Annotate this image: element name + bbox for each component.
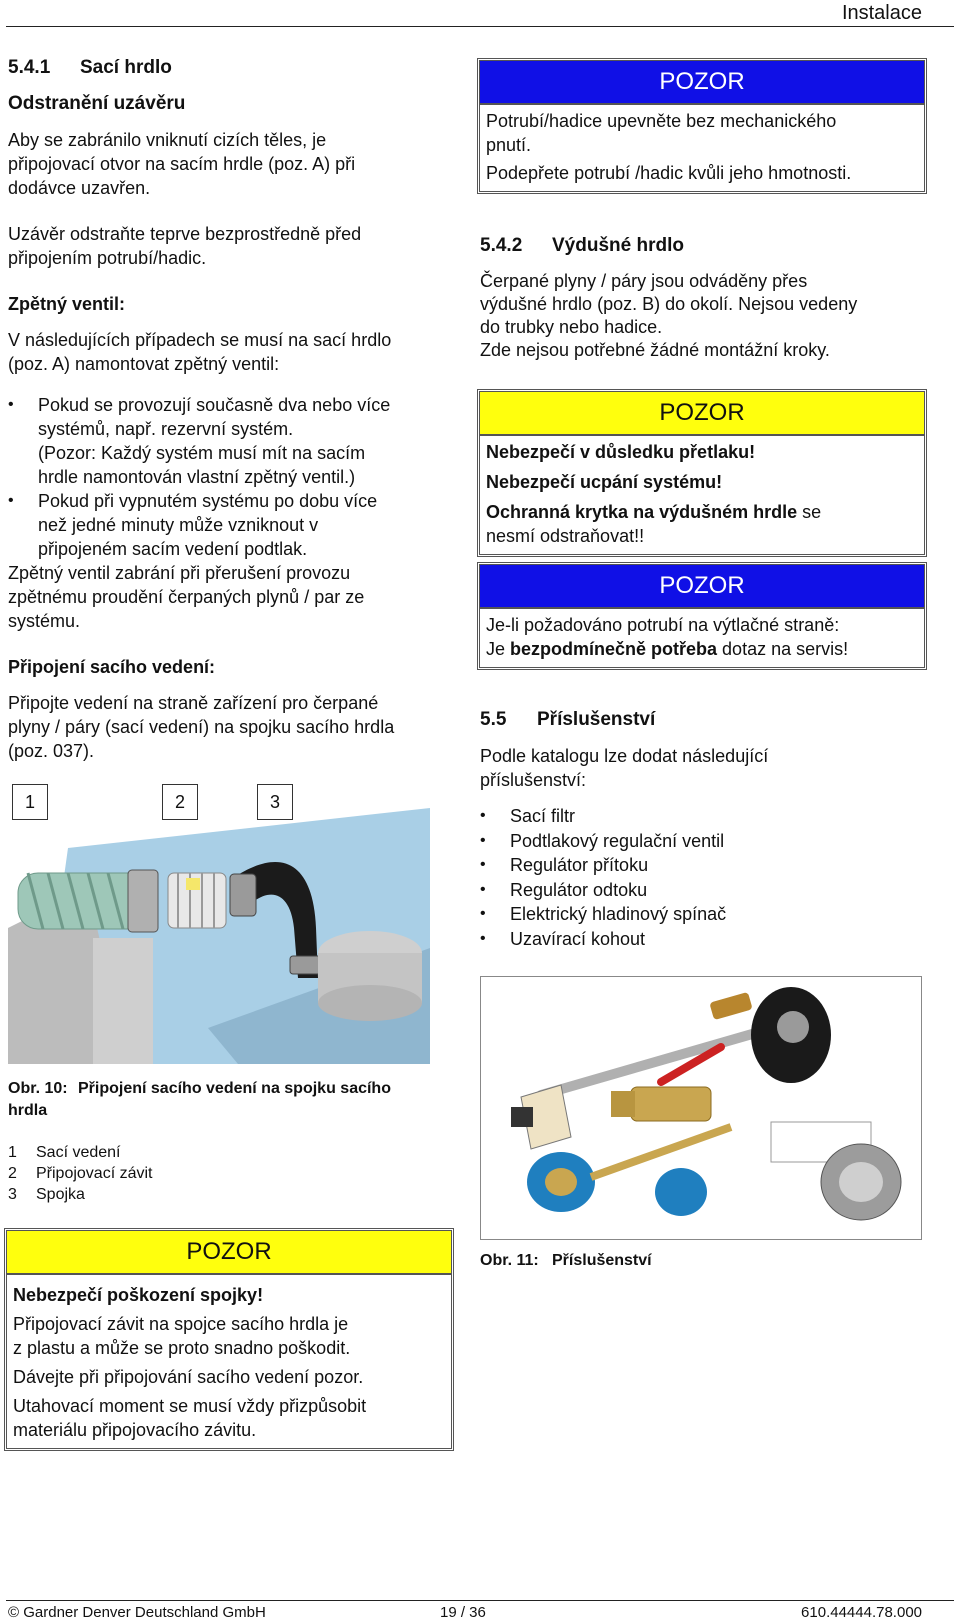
paragraph-exhaust bbox=[480, 270, 930, 362]
bullet-item bbox=[8, 489, 458, 561]
legend-item bbox=[8, 1184, 153, 1205]
bullet-list bbox=[8, 393, 458, 561]
text-line: Čerpané plyny / páry jsou odváděny přes bbox=[480, 271, 808, 291]
section-title: Příslušenství bbox=[537, 709, 656, 730]
text-line: dodávce uzavřen. bbox=[8, 178, 151, 198]
subheading-check-valve: Zpětný ventil: bbox=[8, 294, 126, 314]
footer-page-number: 19 / 36 bbox=[440, 1604, 486, 1621]
text-line: Aby se zabránilo vniknutí cizích těles, je bbox=[8, 130, 327, 150]
text-line: připojeném sacím vedení podtlak. bbox=[38, 539, 308, 559]
text-line: z plastu a může se proto snadno poškodit. bbox=[13, 1338, 351, 1358]
subheading-remove-cap: Odstranění uzávěru bbox=[8, 93, 186, 114]
text-line: • Pokud se provozují současně dva nebo více bbox=[38, 395, 391, 415]
accessories-list bbox=[480, 804, 930, 952]
warning-text: nesmí odstraňovat!! bbox=[486, 526, 645, 546]
figure-caption-text: hrdla bbox=[8, 1102, 48, 1119]
warning-paragraph bbox=[13, 1394, 445, 1442]
figure-number-1: 1 bbox=[12, 784, 48, 820]
section-title: Sací hrdlo bbox=[80, 57, 172, 78]
bullet-item bbox=[8, 393, 458, 441]
text-line: Zde nejsou potřebné žádné montážní kroky. bbox=[480, 340, 830, 360]
left-column bbox=[8, 56, 458, 763]
accessory-item: • Podtlakový regulační ventil bbox=[480, 829, 930, 854]
text-line: (poz. 037). bbox=[8, 741, 95, 761]
warning-box-pressure bbox=[477, 389, 927, 557]
warning-paragraph bbox=[13, 1312, 445, 1360]
text-line: příslušenství: bbox=[480, 770, 587, 790]
warning-text-bold: Nebezpečí poškození spojky! bbox=[13, 1285, 264, 1305]
figure-10-caption bbox=[8, 1078, 458, 1122]
section-number: 5.5 bbox=[480, 709, 507, 730]
section-5-5-heading bbox=[480, 708, 930, 732]
text-fragment: Je bbox=[486, 639, 511, 659]
text-line: připojovací otvor na sacím hrdle (poz. A) při bbox=[8, 154, 356, 174]
warning-box-title: POZOR bbox=[480, 392, 924, 436]
text-line: do trubky nebo hadice. bbox=[480, 317, 663, 337]
text-line: Připojte vedení na straně zařízení pro čerpané bbox=[8, 693, 379, 713]
notice-box-mounting bbox=[477, 58, 927, 194]
footer-document-number: 610.44444.78.000 bbox=[801, 1604, 922, 1621]
notice-box-title: POZOR bbox=[480, 61, 924, 105]
legend-text: Připojovací závit bbox=[36, 1165, 153, 1182]
warning-text: se bbox=[797, 502, 822, 522]
accessory-item: • Sací filtr bbox=[480, 804, 930, 829]
paragraph-check-valve bbox=[8, 328, 458, 376]
warning-text-bold: Nebezpečí v důsledku přetlaku! bbox=[486, 442, 756, 462]
text-line: Potrubí/hadice upevněte bez mechanického bbox=[486, 111, 837, 131]
footer-divider bbox=[6, 1600, 954, 1601]
subheading-connect-suction: Připojení sacího vedení: bbox=[8, 657, 216, 677]
accessories-illustration bbox=[481, 977, 921, 1239]
text-line: • Pokud při vypnutém systému po dobu více bbox=[38, 491, 378, 511]
text-line: hrdle namontován vlastní zpětný ventil.) bbox=[38, 467, 356, 487]
figure-number-2: 2 bbox=[162, 784, 198, 820]
figure-label: Obr. 10: bbox=[8, 1080, 68, 1097]
text-line: (Pozor: Každý systém musí mít na sacím bbox=[38, 443, 366, 463]
text-line: Připojovací závit na spojce sacího hrdla je bbox=[13, 1314, 349, 1334]
warning-text: Dávejte při připojování sacího vedení pozor. bbox=[13, 1367, 364, 1387]
figure-caption-text: Připojení sacího vedení na spojku sacího bbox=[78, 1080, 391, 1097]
text-line: systému. bbox=[8, 611, 81, 631]
figure-10-photo bbox=[8, 778, 430, 1064]
text-line: systémů, např. rezervní systém. bbox=[38, 419, 294, 439]
warning-text-bold: Nebezpečí ucpání systému! bbox=[486, 472, 723, 492]
notice-box-body bbox=[480, 609, 924, 667]
paragraph-connect-suction bbox=[8, 691, 458, 763]
paragraph-check-valve-effect bbox=[8, 561, 458, 633]
header-divider bbox=[6, 26, 954, 27]
paragraph-accessories bbox=[480, 744, 930, 792]
warning-box-title: POZOR bbox=[7, 1231, 451, 1275]
text-line: Uzávěr odstraňte teprve bezprostředně před bbox=[8, 224, 362, 244]
figure-label: Obr. 11: bbox=[480, 1252, 539, 1269]
section-number: 5.4.2 bbox=[480, 235, 523, 256]
warning-box-body bbox=[480, 436, 924, 554]
header-section-label: Instalace bbox=[841, 2, 922, 24]
legend-number: 1 bbox=[8, 1144, 17, 1161]
figure-10-legend bbox=[8, 1142, 153, 1205]
text-line: (poz. A) namontovat zpětný ventil: bbox=[8, 354, 280, 374]
text-fragment-bold: bezpodmínečně potřeba bbox=[510, 639, 718, 659]
suction-connection-illustration bbox=[8, 778, 430, 1064]
text-line: Podle katalogu lze dodat následující bbox=[480, 746, 769, 766]
text-line: Utahovací moment se musí vždy přizpůsobit bbox=[13, 1396, 367, 1416]
bullet-note bbox=[8, 441, 458, 489]
section-5-4-2-heading bbox=[480, 234, 930, 258]
accessory-item: • Regulátor odtoku bbox=[480, 878, 930, 903]
text-line: Zpětný ventil zabrání při přerušení provozu bbox=[8, 563, 351, 583]
footer-company: © Gardner Denver Deutschland GmbH bbox=[8, 1604, 266, 1621]
section-number: 5.4.1 bbox=[8, 57, 51, 78]
figure-number-3: 3 bbox=[257, 784, 293, 820]
accessory-item: • Uzavírací kohout bbox=[480, 927, 930, 952]
paragraph-cap-info bbox=[8, 128, 458, 200]
text-line: plyny / páry (sací vedení) na spojku sacího hrdla bbox=[8, 717, 395, 737]
legend-item bbox=[8, 1163, 153, 1184]
warning-box-body bbox=[7, 1275, 451, 1448]
text-line: zpětnému proudění čerpaných plynů / par ze bbox=[8, 587, 365, 607]
warning-box-coupling bbox=[4, 1228, 454, 1451]
legend-item bbox=[8, 1142, 153, 1163]
legend-number: 2 bbox=[8, 1165, 17, 1182]
text-line: materiálu připojovacího závitu. bbox=[13, 1420, 257, 1440]
legend-number: 3 bbox=[8, 1186, 17, 1203]
text-line: pnutí. bbox=[486, 135, 532, 155]
text-line: Podepřete potrubí /hadic kvůli jeho hmotnosti. bbox=[486, 163, 852, 183]
legend-text: Spojka bbox=[36, 1186, 85, 1203]
section-5-4-1-heading bbox=[8, 56, 458, 80]
right-column-text bbox=[480, 234, 930, 362]
text-line: připojením potrubí/hadic. bbox=[8, 248, 207, 268]
section-title: Výdušné hrdlo bbox=[552, 235, 684, 256]
figure-11-photo bbox=[480, 976, 922, 1240]
figure-11-caption bbox=[480, 1250, 652, 1272]
notice-box-title: POZOR bbox=[480, 565, 924, 609]
accessory-item: • Elektrický hladinový spínač bbox=[480, 902, 930, 927]
legend-text: Sací vedení bbox=[36, 1144, 121, 1161]
text-fragment: dotaz na servis! bbox=[717, 639, 849, 659]
figure-caption-text: Příslušenství bbox=[552, 1252, 652, 1269]
text-line: výdušné hrdlo (poz. B) do okolí. Nejsou vedeny bbox=[480, 294, 858, 314]
notice-box-body bbox=[480, 105, 924, 191]
accessories-section bbox=[480, 708, 930, 952]
notice-box-discharge bbox=[477, 562, 927, 670]
text-line: než jedné minuty může vzniknout v bbox=[38, 515, 319, 535]
text-line: Je-li požadováno potrubí na výtlačné straně: bbox=[486, 615, 840, 635]
paragraph-cap-remove bbox=[8, 222, 458, 270]
text-line: V následujících případech se musí na sací hrdlo bbox=[8, 330, 392, 350]
accessory-item: • Regulátor přítoku bbox=[480, 853, 930, 878]
warning-text-bold: Ochranná krytka na výdušném hrdle bbox=[486, 502, 798, 522]
